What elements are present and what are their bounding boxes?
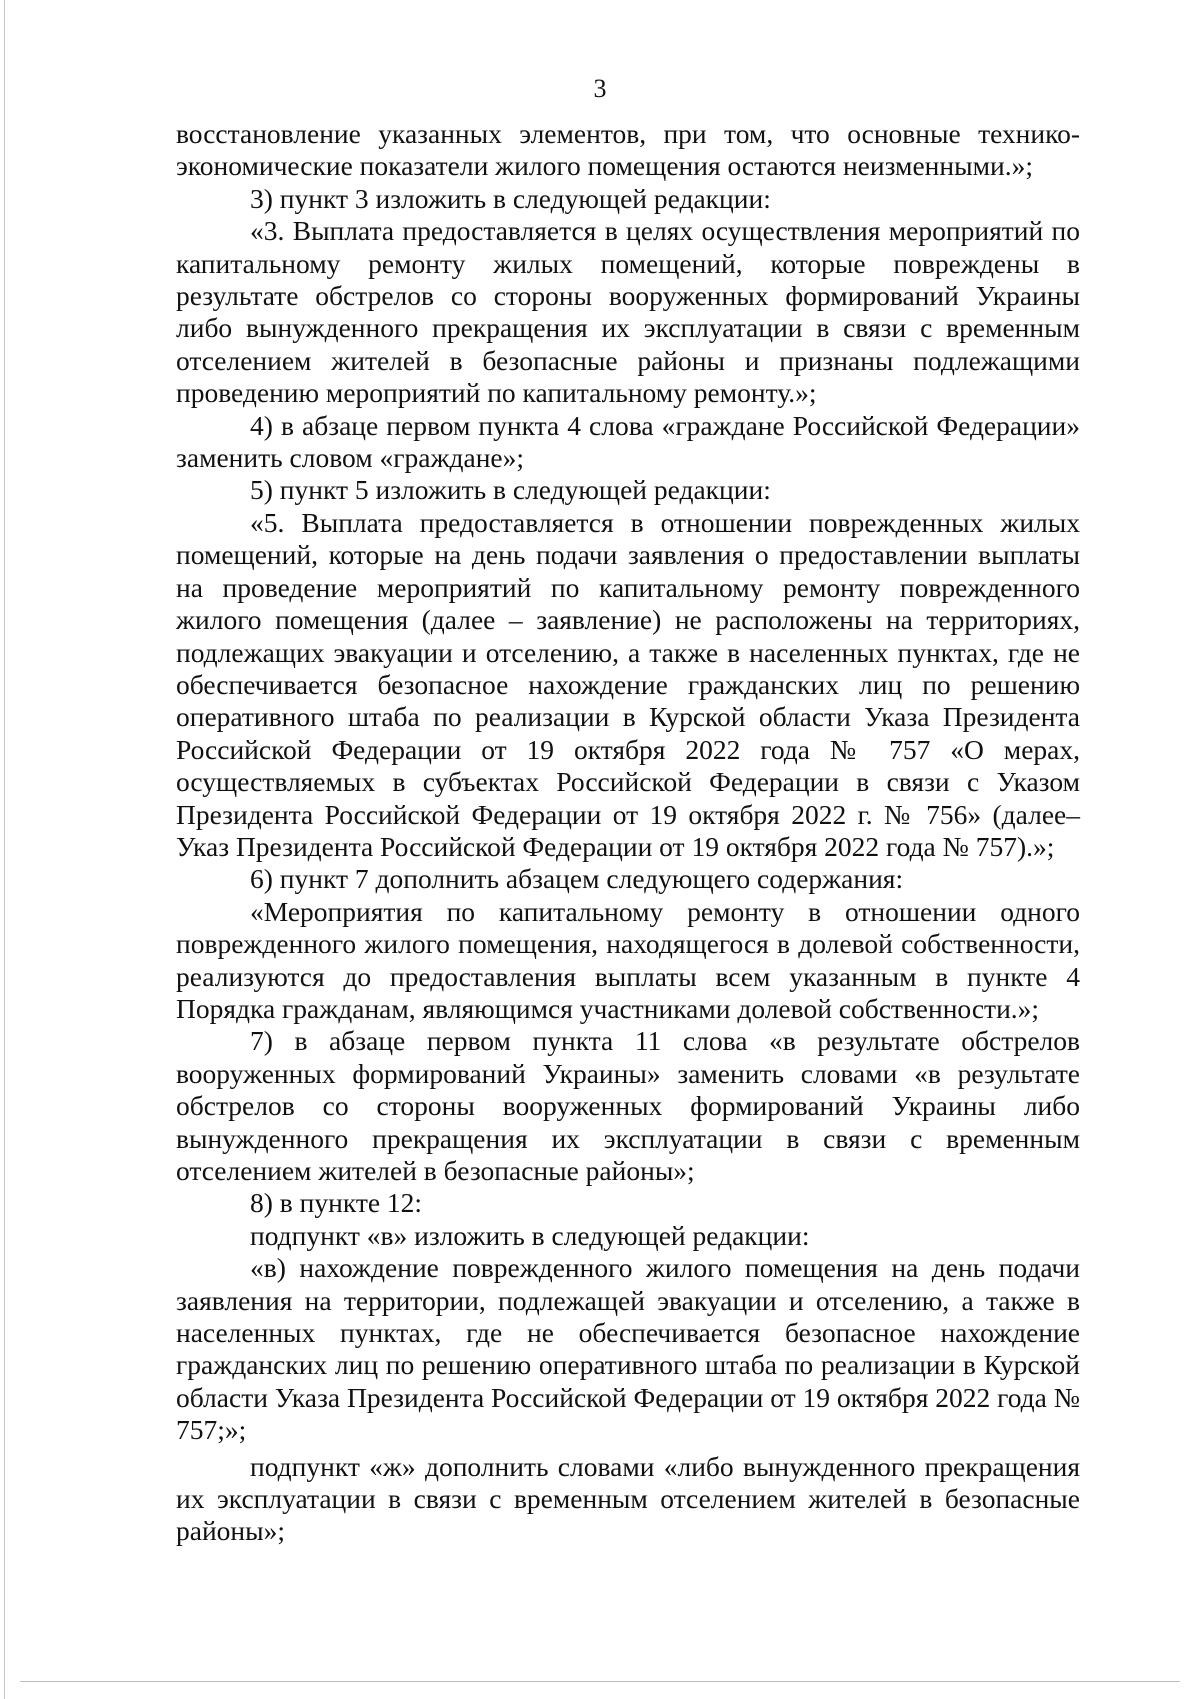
paragraph-item-5: 5) пункт 5 изложить в следующей редакции:	[250, 474, 771, 506]
page-number: 3	[593, 74, 607, 103]
paragraph-item-3: 3) пункт 3 изложить в следующей редакции:	[250, 182, 771, 214]
paragraph-quote-subitem-v: «в) нахождение поврежденного жилого помещения на день подачи заявления на территории, подлежащей эвакуации и отселению, а также в населенных пунктах, где не обеспечивается безопасное нахождение гражданских лиц по решению оперативного штаба по реализации в Курской области Указа Президента Российской Федерации от 19 октября 2022 года № 757;»;	[176, 1252, 1080, 1446]
paragraph-quote-item-3: «3. Выплата предоставляется в целях осуществления мероприятий по капитальному ремонту жилых помещений, которые повреждены в результате обстрелов со стороны вооруженных формирований Украины либо вынужденного прекращения их эксплуатации в связи с временным отселением жителей в безопасные районы и признаны подлежащими проведению мероприятий по капитальному ремонту.»;	[176, 215, 1080, 409]
paragraph-continuation: восстановление указанных элементов, при том, что основные технико-экономические показатели жилого помещения остаются неизменными.»;	[176, 118, 1080, 182]
paragraph-item-4: 4) в абзаце первом пункта 4 слова «граждане Российской Федерации» заменить словом «граждане»;	[176, 409, 1080, 474]
scan-edge-left	[4, 0, 5, 1699]
document-body	[176, 118, 1080, 1548]
scan-edge-bottom	[20, 1681, 1180, 1682]
paragraph-subitem-zh: подпункт «ж» дополнить словами «либо вынужденного прекращения их эксплуатации в связи с временным отселением жителей в безопасные районы»;	[176, 1450, 1080, 1547]
paragraph-subitem-v: подпункт «в» изложить в следующей редакции:	[250, 1219, 810, 1251]
paragraph-quote-item-6: «Мероприятия по капитальному ремонту в отношении одного поврежденного жилого помещения, находящегося в долевой собственности, реализуются до предоставления выплаты всем указанным в пункте 4 Порядка гражданам, являющимся участниками долевой собственности.»;	[176, 895, 1080, 1024]
paragraph-item-6: 6) пункт 7 дополнить абзацем следующего содержания:	[250, 863, 904, 895]
paragraph-item-8: 8) в пункте 12:	[250, 1187, 423, 1219]
paragraph-quote-item-5: «5. Выплата предоставляется в отношении поврежденных жилых помещений, которые на день подачи заявления о предоставлении выплаты на проведение мероприятий по капитальному ремонту поврежденного жилого помещения (далее – заявление) не расположены на территориях, подлежащих эвакуации и отселению, а также в населенных пунктах, где не обеспечивается безопасное нахождение гражданских лиц по решению оперативного штаба по реализации в Курской области Указа Президента Российской Федерации от 19 октября 2022 года № 757 «О мерах, осуществляемых в субъектах Российской Федерации в связи с Указом Президента Российской Федерации от 19 октября 2022 г. № 756» (далее– Указ Президента Российской Федерации от 19 октября 2022 года № 757).»;	[176, 506, 1080, 862]
paragraph-item-7: 7) в абзаце первом пункта 11 слова «в результате обстрелов вооруженных формирований Украины» заменить словами «в результате обстрелов со стороны вооруженных формирований Украины либо вынужденного прекращения их эксплуатации в связи с временным отселением жителей в безопасные районы»;	[176, 1025, 1080, 1186]
